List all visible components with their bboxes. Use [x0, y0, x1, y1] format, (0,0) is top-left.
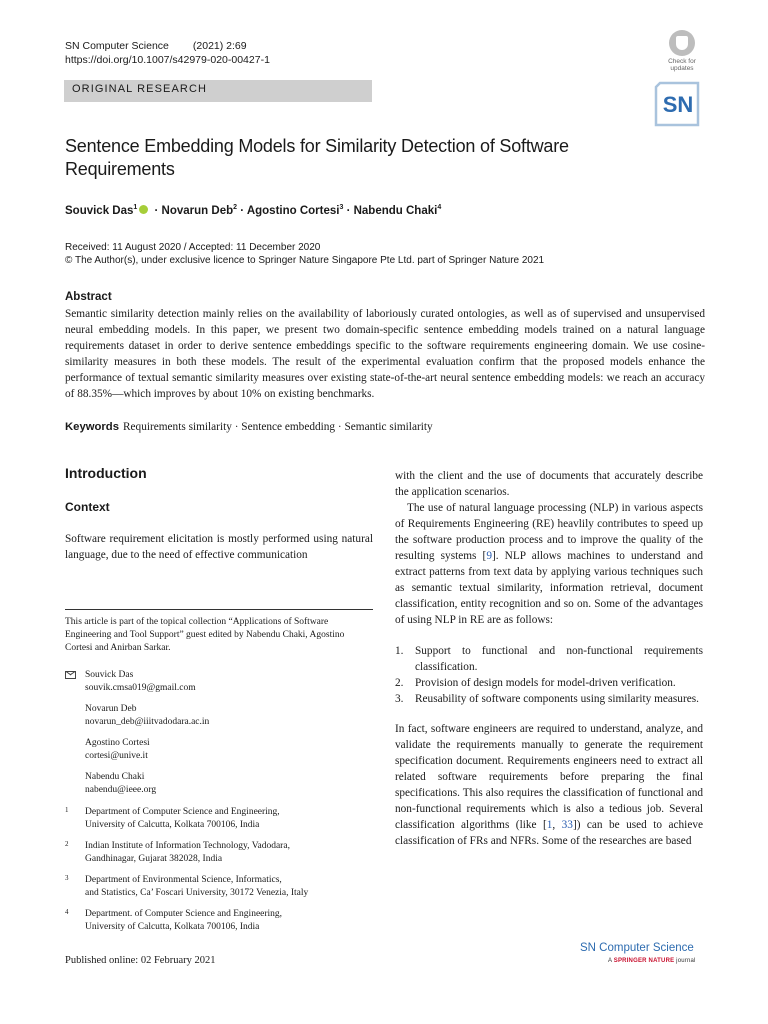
contact-name: Souvick Das: [85, 670, 134, 680]
springer-nature-logo: A SPRINGER NATURE journal: [608, 958, 696, 964]
abstract-heading: Abstract: [65, 291, 112, 303]
sn-logo-text: SN: [662, 92, 694, 117]
author-affiliation-mark: 3: [339, 204, 344, 211]
right-column: [395, 468, 703, 849]
author-contacts: [65, 669, 365, 805]
affiliation-entry: [65, 806, 365, 832]
section-heading-introduction: Introduction: [65, 465, 147, 481]
list-text: Reusability of software components using similarity measures.: [415, 693, 699, 705]
citation-link[interactable]: 1: [546, 819, 553, 831]
affiliation-number: 2: [65, 840, 69, 848]
affiliation-line: Department of Environmental Science, Informatics,: [85, 875, 282, 885]
sn-logo: [654, 80, 702, 128]
list-text: Provision of design models for model-driven verification.: [415, 677, 676, 689]
paragraph-nlp: The use of natural language processing (NLP) in various aspects of Requirements Engineering (RE) heavlily contributes to speed up the software production process and to improve the quality of the resulting systems [9]. NLP allows machines to understand and extract patterns from text data by applying various techniques such as semantic textual similarity, information retrieval, document classification, entity recognition and so on. Some of the advantages of using NLP in RE are as follows:: [395, 502, 703, 626]
article-dates: [65, 241, 544, 267]
doi-link[interactable]: https://doi.org/10.1007/s42979-020-00427-1: [65, 54, 270, 66]
author-name: Agostino Cortesi: [246, 204, 340, 217]
author-affiliation-mark: 1: [133, 204, 138, 211]
paragraph-classification: In fact, software engineers are required to understand, analyze, and validate the requirements manually to generate the requirement specification document. Requirements engineers need to extract all related software requirements before preparing the final specifications. This also requires the classification of functional and non-functional requirements which is also a tedious job. Several classification algorithms (like [1, 33]) can be used to achieve classification of FRs and NFRs. Some of the researches are based: [395, 723, 703, 847]
affiliation-line: and Statistics, Ca’ Foscari University, 30172 Venezia, Italy: [85, 888, 309, 898]
list-item: [395, 643, 703, 675]
intro-paragraph: Software requirement elicitation is mostly performed using natural language, due to the need of effective communication: [65, 533, 373, 561]
list-number: 1.: [395, 645, 404, 657]
journal-name: SN Computer Science: [65, 40, 169, 52]
contact-email[interactable]: cortesi@unive.it: [85, 751, 148, 761]
citation-link[interactable]: 9: [486, 550, 492, 562]
affiliation-line: University of Calcutta, Kolkata 700106, India: [85, 820, 260, 830]
list-number: 2.: [395, 677, 404, 689]
check-updates-label: Check for updates: [668, 58, 696, 72]
list-text: Support to functional and non-functional requirements classification.: [415, 645, 703, 673]
author-affiliation-mark: 2: [233, 204, 238, 211]
keywords-text: Requirements similarity · Sentence embedding · Semantic similarity: [123, 421, 433, 433]
affiliation-line: Gandhinagar, Gujarat 382028, India: [85, 854, 223, 864]
contact-entry: [85, 669, 365, 695]
check-for-updates-button[interactable]: [662, 30, 702, 74]
affiliation-entry: [65, 874, 365, 900]
article-type-badge: [64, 80, 372, 102]
citation-link[interactable]: 33: [561, 819, 573, 831]
affiliation-line: Indian Institute of Information Technology, Vadodara,: [85, 841, 290, 851]
affiliation-line: Department of Computer Science and Engineering,: [85, 807, 280, 817]
footer-journal-name: SN Computer Science: [580, 942, 694, 954]
envelope-icon: [65, 671, 76, 679]
contact-email[interactable]: nabendu@ieee.org: [85, 785, 157, 795]
received-accepted: Received: 11 August 2020 / Accepted: 11 December 2020: [65, 242, 321, 253]
orcid-icon[interactable]: [139, 205, 148, 214]
affiliation-number: 1: [65, 806, 69, 814]
published-date: Published online: 02 February 2021: [65, 955, 216, 966]
affiliation-line: University of Calcutta, Kolkata 700106, India: [85, 922, 260, 932]
abstract-text: Semantic similarity detection mainly relies on the availability of laboriously curated ontologies, as well as of supervised and unsupervised neural embedding models. In this paper, we present two domain-specific sentence embedding models trained on a natural language requirements dataset in order to derive sentence embeddings specific to the software requirements engineering domain. We use cosine-similarity measures in both these models. The result of the experimental evaluation confirm that the proposed models enhance the performance of textual semantic similarity measures over existing state-of-the-art neural sentence embedding models: we reach an accuracy of 88.35%—which improves by about 10% on existing benchmarks.: [65, 308, 705, 400]
contact-email[interactable]: souvik.cmsa019@gmail.com: [85, 683, 196, 693]
journal-line: [65, 40, 247, 52]
contact-entry: [85, 771, 365, 797]
list-item: [395, 675, 703, 691]
author-separator: ·: [237, 204, 247, 217]
author-affiliation-mark: 4: [437, 204, 442, 211]
advantages-list: [395, 643, 703, 707]
author-name: Novarun Deb: [161, 204, 234, 217]
author-name: Nabendu Chaki: [353, 204, 438, 217]
affiliation-entry: [65, 908, 365, 934]
article-type-label: ORIGINAL RESEARCH: [72, 83, 208, 95]
paragraph: with the client and the use of documents that accurately describe the application scenarios.: [395, 470, 703, 498]
footnote-divider: [65, 609, 373, 610]
author-separator: ·: [151, 204, 162, 217]
author-separator: ·: [343, 204, 354, 217]
author-list: [65, 204, 441, 217]
list-number: 3.: [395, 693, 404, 705]
contact-entry: [85, 737, 365, 763]
affiliation-entry: [65, 840, 365, 866]
article-title: Sentence Embedding Models for Similarity Detection of Software Requirements: [65, 136, 569, 179]
keywords-label: Keywords: [65, 421, 119, 433]
list-item: [395, 691, 703, 707]
contact-entry: [85, 703, 365, 729]
check-updates-icon: [669, 30, 695, 56]
keywords: [65, 421, 433, 433]
journal-volume: (2021) 2:69: [192, 40, 247, 52]
affiliation-line: Department. of Computer Science and Engineering,: [85, 909, 283, 919]
collection-note: This article is part of the topical collection “Applications of Software Engineering and Tool Support” guest edited by Nabendu Chaki, Agostino Cortesi and Anirban Sarkar.: [65, 617, 345, 653]
subsection-heading-context: Context: [65, 500, 110, 514]
contact-name: Agostino Cortesi: [85, 738, 150, 748]
affiliations: [65, 806, 365, 942]
contact-name: Novarun Deb: [85, 704, 137, 714]
author-name: Souvick Das: [65, 204, 134, 217]
copyright: © The Author(s), under exclusive licence to Springer Nature Singapore Pte Ltd. part of Springer Nature 2021: [65, 255, 545, 266]
affiliation-number: 4: [65, 908, 69, 916]
contact-name: Nabendu Chaki: [85, 772, 145, 782]
affiliation-number: 3: [65, 874, 69, 882]
contact-email[interactable]: novarun_deb@iiitvadodara.ac.in: [85, 717, 210, 727]
